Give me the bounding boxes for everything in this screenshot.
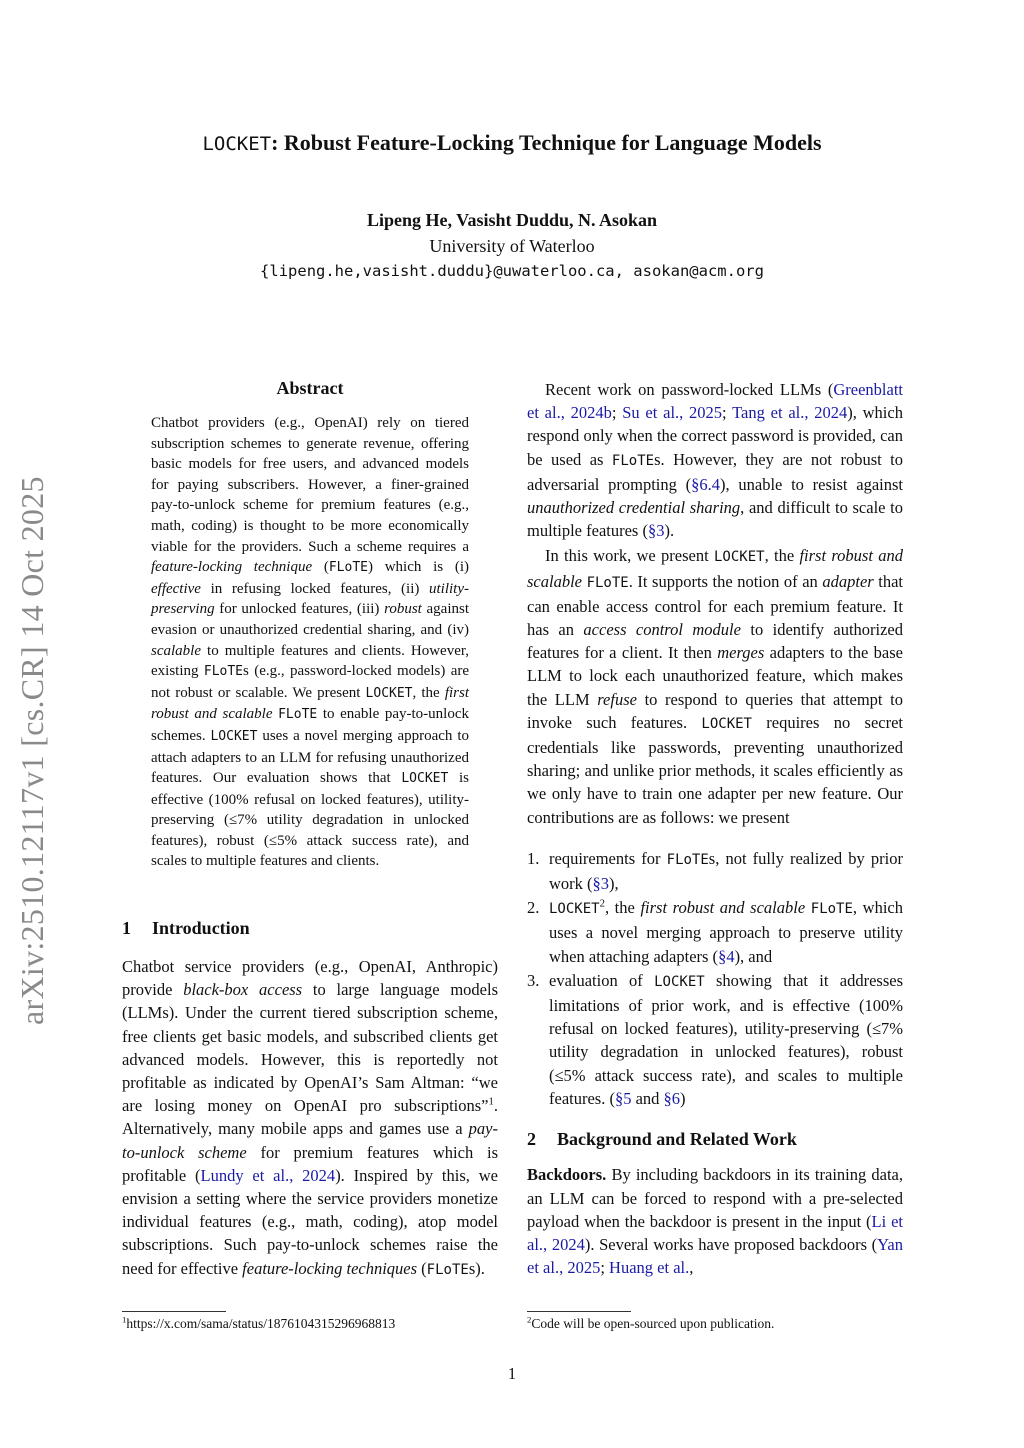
footnote-divider-right: [527, 1311, 631, 1312]
footnote-ref-1[interactable]: 1: [488, 1095, 494, 1108]
footnote-divider-left: [122, 1311, 226, 1312]
footnote-2: $^2$Code will be open-sourced upon publication.: [527, 1314, 775, 1331]
section-ref-6-4[interactable]: §6.4: [691, 474, 720, 494]
paper-title: [0, 130, 1024, 156]
citation-tang-2024[interactable]: Tang et al., 2024: [732, 403, 848, 423]
backdoors-paragraph: Backdoors. By including backdoors in its training data, an LLM can be forced to respond with a pre-selected payload when the backdoor is present in the input (Li et al., 2024). Several works have proposed backdoors (Yan et al., 2025; Huang et al.,: [527, 1165, 904, 1278]
citation-su-2025[interactable]: Su et al., 2025: [622, 403, 723, 423]
title-text: : Robust Feature-Locking Technique for Language Models: [271, 130, 822, 155]
citation-huang[interactable]: Huang et al.: [609, 1258, 690, 1278]
citation-yan-2025[interactable]: Yan et al., 2025: [527, 1234, 903, 1278]
password-locked-paragraph: Recent work on password-locked LLMs (Greenblatt et al., 2024b; Su et al., 2025; Tang et al., 2024), which respond only when the correct password is provided, can be used as FLoTEs. However, they are not robust to adversarial prompting (§6.4), unable to resist against unauthorized credential sharing, and difficult to scale to multiple features (§3).: [527, 380, 903, 541]
list-item: 1. requirements for FLoTEs, not fully realized by prior work (§3),: [527, 848, 904, 894]
footnote-1: $^1$https://x.com/sama/status/1876104315296968813: [122, 1314, 396, 1331]
introduction-paragraph: Chatbot service providers (e.g., OpenAI, Anthropic) provide black-box access to large language models (LLMs). Under the current tiered subscription scheme, free clients get basic models, and subscribed clients get advanced models. However, this is reportedly not profitable as indicated by OpenAI’s Sam Altman: “we are losing money on OpenAI pro subscriptions”$^1$. Alternatively, many mobile apps and games use a pay-to-unlock scheme for premium features which is profitable (Lundy et al., 2024). Inspired by this, we envision a setting where the service providers monetize individual features (e.g., math, coding), atop model subscriptions. Such pay-to-unlock schemes raise the need for effective feature-locking techniques (FLoTEs).: [122, 957, 498, 1278]
right-column: [527, 378, 903, 1279]
contributions-list: [527, 847, 903, 1110]
footnote-1-url[interactable]: https://x.com/sama/status/1876104315296968813: [126, 1316, 396, 1331]
section-1-heading: 1 Introduction: [122, 918, 250, 938]
arxiv-identifier: arXiv:2510.12117v1 [cs.CR] 14 Oct 2025: [14, 476, 50, 1025]
citation-li-2024[interactable]: Li et al., 2024: [527, 1211, 904, 1254]
author-list: Lipeng He, Vasisht Duddu, N. Asokan: [366, 210, 658, 230]
section-2-heading: 2 Background and Related Work: [527, 1129, 797, 1150]
citation-greenblatt-2024b[interactable]: Greenblatt et al., 2024b: [527, 380, 903, 423]
section-ref-3[interactable]: §3: [647, 521, 665, 541]
list-item: 3. evaluation of LOCKET showing that it addresses limitations of prior work, and is effective (100% refusal on locked features), utility-preserving (≤7% utility degradation in unlocked features), robust (≤5% attack success rate), and scales to multiple features. (§5 and §6): [527, 970, 904, 1108]
footnote-ref-2[interactable]: 2: [599, 897, 605, 910]
abstract-body: Chatbot providers (e.g., OpenAI) rely on tiered subscription schemes to generate revenue, offering basic models for free users, and advanced models for paying subscribers. However, a finer-grained pay-to-unlock scheme for premium features (e.g., math, coding) is thought to be more economically viable for the providers. Such a scheme requires a feature-locking technique (FLoTE) which is (i) effective in refusing locked features, (ii) utility-preserving for unlocked features, (iii) robust against evasion or unauthorized credential sharing, and (iv) scalable to multiple features and clients. However, existing FLoTEs (e.g., password-locked models) are not robust or scalable. We present LOCKET, the first robust and scalable FLoTE to enable pay-to-unlock schemes. LOCKET uses a novel merging approach to attach adapters to an LLM for refusing unauthorized features. Our evaluation shows that LOCKET is effective (100% refusal on locked features), utility-preserving (≤7% utility degradation in unlocked features), robust (≤5% attack success rate), and scales to multiple features and clients.: [151, 415, 470, 870]
affiliation: University of Waterloo: [429, 236, 595, 256]
section-ref-5[interactable]: §5: [614, 1088, 632, 1108]
abstract-heading: Abstract: [276, 378, 344, 398]
section-ref-3[interactable]: §3: [592, 874, 610, 894]
list-item: 2. LOCKET$^2$, the first robust and scalable FLoTE, which uses a novel merging approach to preserve utility when attaching adapters (§4), and: [527, 897, 903, 966]
citation-lundy-2024[interactable]: Lundy et al., 2024: [200, 1165, 336, 1185]
locket-overview-paragraph: In this work, we present LOCKET, the first robust and scalable FLoTE. It supports the notion of an adapter that can enable access control for each premium feature. It has an access control module to identify authorized features for a client. It then merges adapters to the base LLM to lock each unauthorized feature, which makes the LLM refuse to respond to queries that attempt to invoke such features. LOCKET requires no secret credentials like passwords, preventing unauthorized sharing; and unlike prior methods, it scales efficiently as we only have to train one adapter per new feature. Our contributions are as follows: we present: [527, 546, 904, 827]
section-ref-6[interactable]: §6: [663, 1088, 681, 1108]
title-system-name: LOCKET: [202, 133, 272, 155]
section-ref-4[interactable]: §4: [718, 946, 735, 966]
page-number: 1: [507, 1364, 517, 1383]
author-emails: {lipeng.he,vasisht.duddu}@uwaterloo.ca, asokan@acm.org: [260, 262, 764, 280]
